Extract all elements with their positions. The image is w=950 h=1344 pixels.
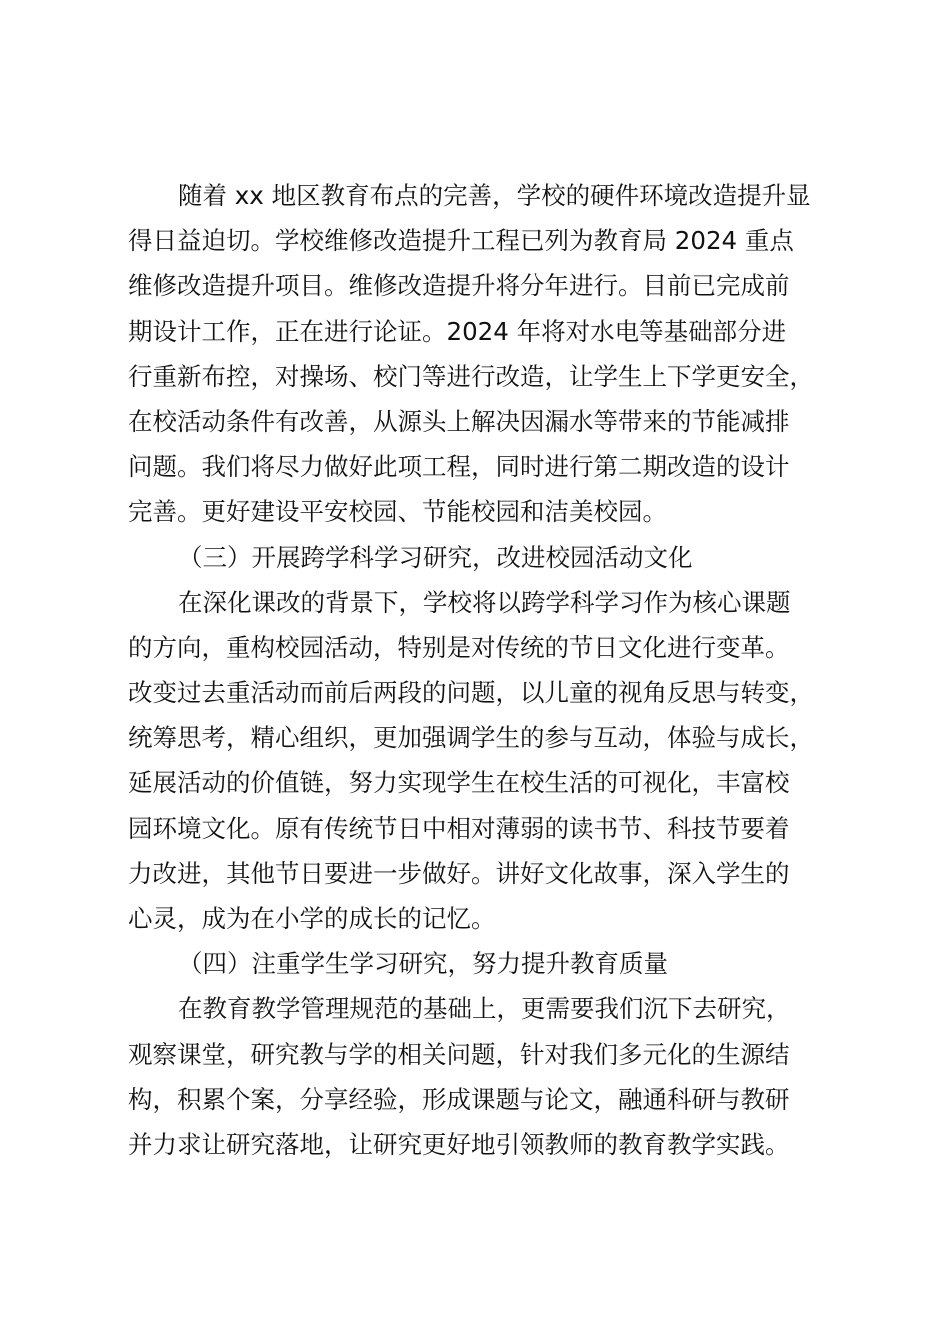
paragraph-line: 观察课堂，研究教与学的相关问题，针对我们多元化的生源结 (128, 1039, 790, 1069)
paragraph-line: 在深化课改的背景下，学校将以跨学科学习作为核心课题 (178, 587, 791, 617)
document-body (128, 173, 848, 1167)
paragraph-line: 并力求让研究落地，让研究更好地引领教师的教育教学实践。 (128, 1129, 790, 1159)
paragraph-line: 改变过去重活动而前后两段的问题，以儿童的视角反思与转变， (128, 678, 814, 708)
paragraph-line: 园环境文化。原有传统节日中相对薄弱的读书节、科技节要着 (128, 813, 790, 843)
paragraph-line: 在教育教学管理规范的基础上，更需要我们沉下去研究， (178, 994, 791, 1024)
paragraph-line: 延展活动的价值链，努力实现学生在校生活的可视化，丰富校 (128, 768, 790, 798)
paragraph-line: 统筹思考，精心组织，更加强调学生的参与互动，体验与成长， (128, 723, 814, 753)
paragraph-line: 行重新布控，对操场、校门等进行改造，让学生上下学更安全， (128, 361, 814, 391)
section-heading-3: （三）开展跨学科学习研究，改进校园活动文化 (178, 542, 693, 572)
paragraph-line: 维修改造提升项目。维修改造提升将分年进行。目前已完成前 (128, 271, 790, 301)
paragraph-line: 在校活动条件有改善，从源头上解决因漏水等带来的节能减排 (128, 406, 790, 436)
paragraph-line: 力改进，其他节日要进一步做好。讲好文化故事，深入学生的 (128, 858, 790, 888)
section-heading-4: （四）注重学生学习研究，努力提升教育质量 (178, 949, 668, 979)
paragraph-line: 得日益迫切。学校维修改造提升工程已列为教育局 2024 重点 (128, 226, 794, 256)
paragraph-line: 心灵，成为在小学的成长的记忆。 (128, 904, 496, 933)
paragraph-line: 完善。更好建设平安校园、节能校园和洁美校园。 (128, 497, 667, 527)
paragraph-line: 随着 xx 地区教育布点的完善，学校的硬件环境改造提升显 (178, 181, 811, 210)
paragraph-line: 的方向，重构校园活动，特别是对传统的节日文化进行变革。 (128, 632, 790, 662)
paragraph-line: 构，积累个案，分享经验，形成课题与论文，融通科研与教研 (128, 1084, 790, 1114)
paragraph-line: 期设计工作，正在进行论证。2024 年将对水电等基础部分进 (128, 316, 787, 346)
paragraph-line: 问题。我们将尽力做好此项工程，同时进行第二期改造的设计 (128, 452, 790, 482)
